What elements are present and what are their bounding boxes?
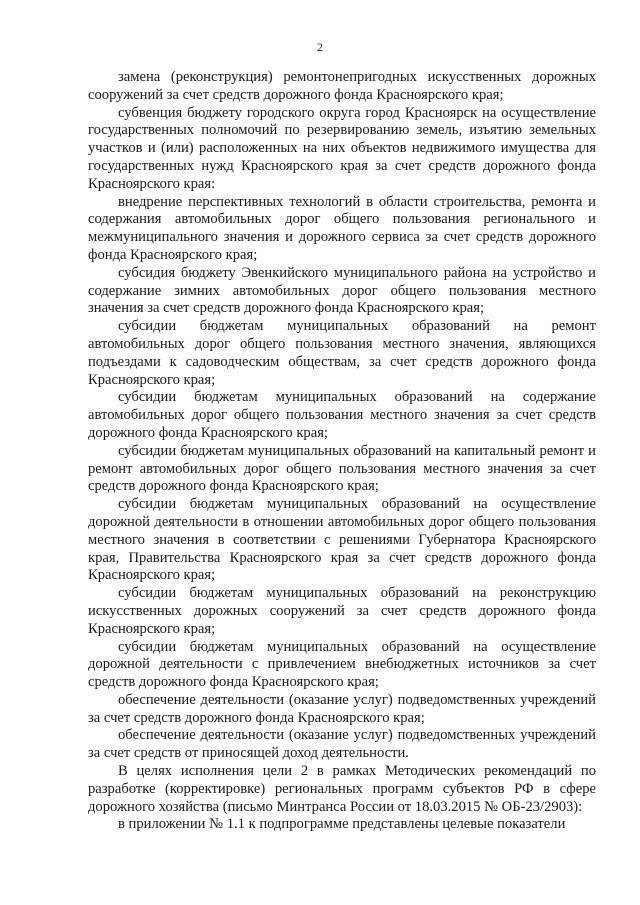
paragraph: обеспечение деятельности (оказание услуг) подведомственных учреждений за счет средств от приносящей доход деятельности.: [88, 727, 596, 762]
paragraph: замена (реконструкция) ремонтонепригодных искусственных дорожных сооружений за счет средств дорожного фонда Красноярского края;: [88, 69, 596, 103]
page-number: 2: [317, 40, 323, 54]
paragraph: субсидии бюджетам муниципальных образований на капитальный ремонт и ремонт автомобильных дорог общего пользования местного значения за счет средств дорожного фонда Красноярского края;: [88, 442, 596, 495]
paragraph: субвенция бюджету городского округа город Красноярск на осуществление государственных полномочий по резервированию земель, изъятию земельных участков и (или) расположенных на них объектов недвижимого имущества для государственных нужд Красноярского края за счет средств дорожного фонда Красноярского края:: [88, 104, 596, 192]
paragraph: субсидии бюджетам муниципальных образований на ремонт автомобильных дорог общего пользования местного значения, являющихся подъездами к садоводческим обществам, за счет средств дорожного фонда Красноярского края;: [88, 318, 596, 388]
paragraph: В целях исполнения цели 2 в рамках Методических рекомендаций по разработке (корректировке) региональных программ субъектов РФ в сфере дорожного хозяйства (письмо Минтранса России от 18.03.2015 № ОБ-23/2903):: [88, 763, 596, 815]
document-body: [88, 69, 596, 834]
paragraph: субсидии бюджетам муниципальных образований на осуществление дорожной деятельности в отношении автомобильных дорог общего пользования местного значения в соответствии с решениями Губернатора Красноярского края, Правительства Красноярского края за счет средств дорожного фонда Красноярского края;: [88, 496, 596, 584]
paragraph: субсидии бюджетам муниципальных образований на содержание автомобильных дорог общего пользования местного значения за счет средств дорожного фонда Красноярского края;: [88, 389, 596, 441]
paragraph: субсидии бюджетам муниципальных образований на осуществление дорожной деятельности с привлечением внебюджетных источников за счет средств дорожного фонда Красноярского края;: [88, 638, 596, 691]
paragraph: субсидии бюджетам муниципальных образований на реконструкцию искусственных дорожных сооружений за счет средств дорожного фонда Красноярского края;: [88, 585, 596, 637]
paragraph: внедрение перспективных технологий в области строительства, ремонта и содержания автомобильных дорог общего пользования регионального и межмуниципального значения и дорожного сервиса за счет средств дорожного фонда Красноярского края;: [88, 193, 596, 263]
paragraph: обеспечение деятельности (оказание услуг) подведомственных учреждений за счет средств дорожного фонда Красноярского края;: [88, 691, 596, 726]
paragraph: субсидия бюджету Эвенкийского муниципального района на устройство и содержание зимних автомобильных дорог общего пользования местного значения за счет средств дорожного фонда Красноярского края;: [88, 264, 596, 317]
paragraph: в приложении № 1.1 к подпрограмме представлены целевые показатели: [118, 816, 566, 833]
